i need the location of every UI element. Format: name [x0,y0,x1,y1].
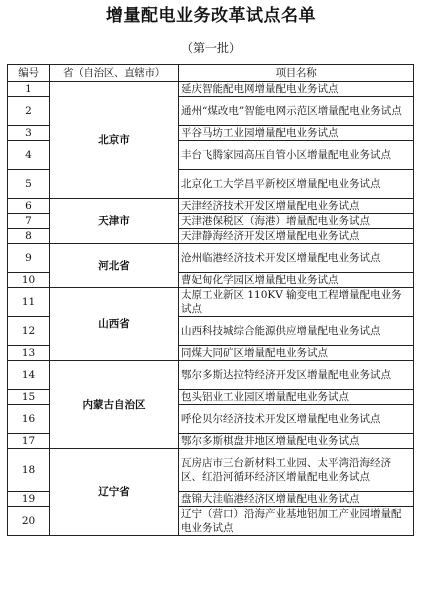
row-num: 20 [8,507,50,536]
row-project: 辽宁（营口）沿海产业基地铝加工产业园增量配电业务试点 [179,507,414,536]
row-num: 11 [8,288,50,317]
row-project: 天津港保税区（海港）增量配电业务试点 [179,214,414,229]
pilot-list-table [7,64,414,536]
row-num: 18 [8,449,50,492]
row-project: 盘锦大洼临港经济区增量配电业务试点 [179,492,414,507]
table-row [8,449,414,492]
header-region: 省（自治区、直辖市） [50,65,179,82]
table-row [8,361,414,390]
row-num: 6 [8,199,50,214]
row-num: 5 [8,170,50,199]
row-num: 13 [8,346,50,361]
row-region: 北京市 [50,82,179,199]
row-num: 4 [8,141,50,170]
table-row [8,288,414,317]
table-row [8,199,414,214]
row-num: 2 [8,97,50,126]
row-project: 延庆智能配电网增量配电业务试点 [179,82,414,97]
row-region: 辽宁省 [50,449,179,536]
row-project: 鄂尔多斯棋盘井地区增量配电业务试点 [179,434,414,449]
row-project: 北京化工大学昌平新校区增量配电业务试点 [179,170,414,199]
row-project: 通州“煤改电”智能电网示范区增量配电业务试点 [179,97,414,126]
row-project: 丰台飞腾家园高压自管小区增量配电业务试点 [179,141,414,170]
row-num: 16 [8,405,50,434]
table-row [8,82,414,97]
row-project: 太原工业新区 110KV 输变电工程增量配电业务试点 [179,288,414,317]
header-num: 编号 [8,65,50,82]
row-project: 包头铝业工业园区增量配电业务试点 [179,390,414,405]
header-project: 项目名称 [179,65,414,82]
row-project: 平谷马坊工业园增量配电业务试点 [179,126,414,141]
row-num: 3 [8,126,50,141]
document-title: 增量配电业务改革试点名单 [106,6,316,26]
row-num: 14 [8,361,50,390]
row-num: 15 [8,390,50,405]
row-project: 呼伦贝尔经济技术开发区增量配电业务试点 [179,405,414,434]
row-num: 1 [8,82,50,97]
row-num: 17 [8,434,50,449]
row-num: 10 [8,273,50,288]
row-region: 内蒙古自治区 [50,361,179,449]
row-project: 天津静海经济开发区增量配电业务试点 [179,229,414,244]
row-project: 天津经济技术开发区增量配电业务试点 [179,199,414,214]
row-num: 19 [8,492,50,507]
row-region: 山西省 [50,288,179,361]
row-project: 瓦房店市三台新材料工业园、太平湾沿海经济区、红沿河循环经济区增量配电业务试点 [179,449,414,492]
row-num: 8 [8,229,50,244]
table-header-row [8,65,414,82]
row-num: 7 [8,214,50,229]
row-project: 曹妃甸化学园区增量配电业务试点 [179,273,414,288]
row-project: 同煤大同矿区增量配电业务试点 [179,346,414,361]
document-subtitle: （第一批） [180,41,241,55]
row-num: 9 [8,244,50,273]
row-project: 沧州临港经济技术开发区增量配电业务试点 [179,244,414,273]
row-region: 河北省 [50,244,179,288]
row-project: 鄂尔多斯达拉特经济开发区增量配电业务试点 [179,361,414,390]
table-row [8,244,414,273]
row-num: 12 [8,317,50,346]
row-region: 天津市 [50,199,179,244]
row-project: 山西科技城综合能源供应增量配电业务试点 [179,317,414,346]
